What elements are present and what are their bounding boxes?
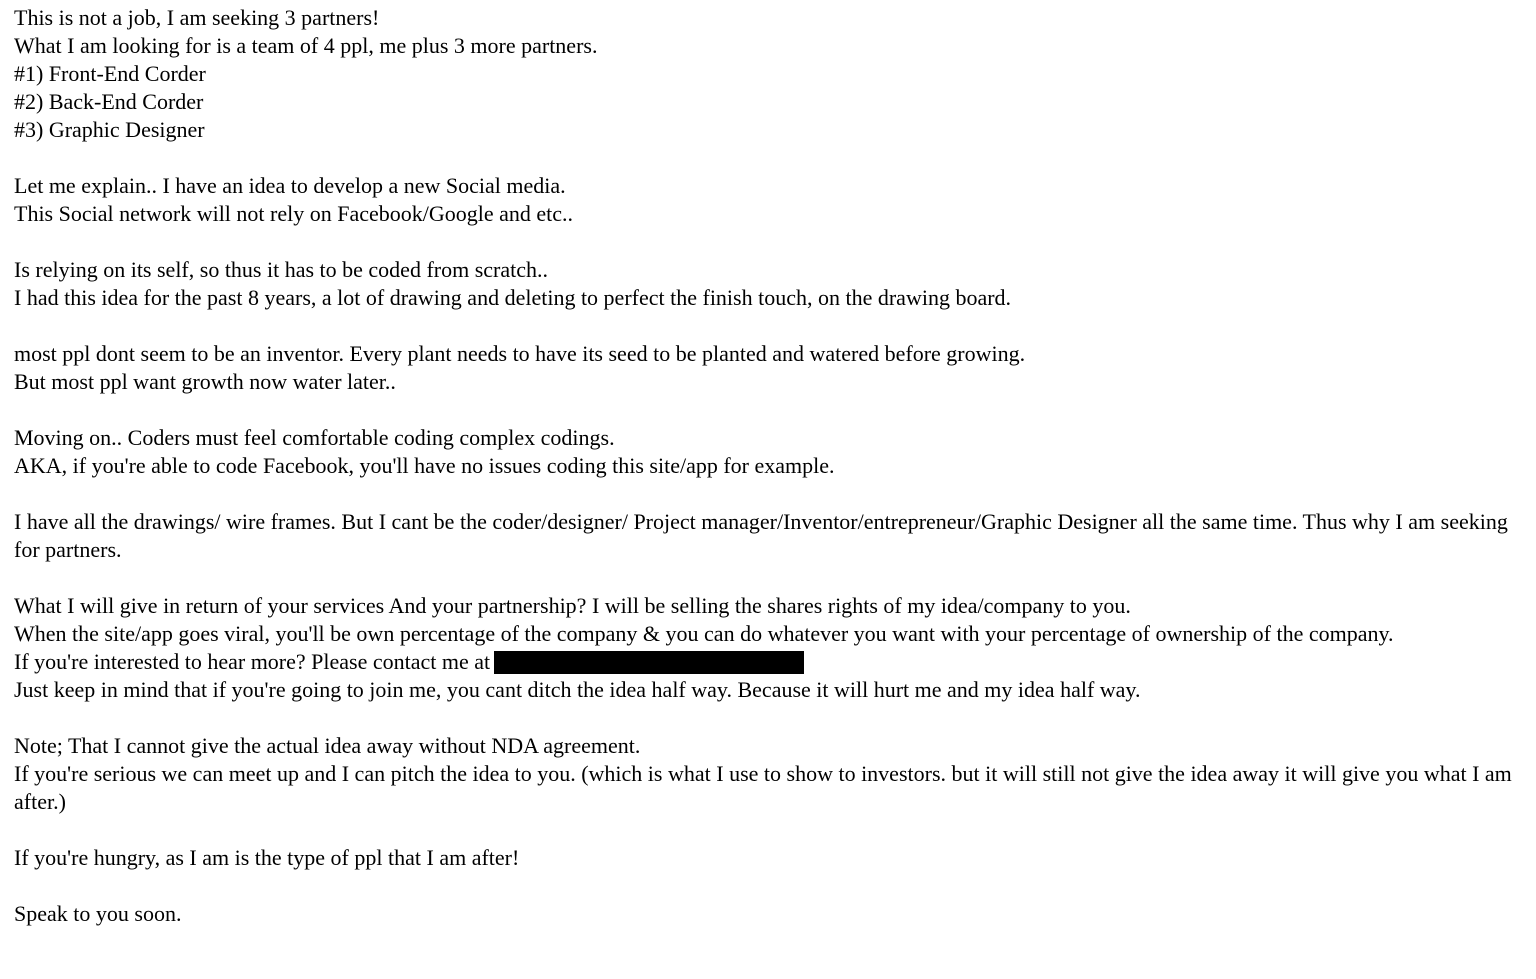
- text-line: What I am looking for is a team of 4 ppl, me plus 3 more partners.: [14, 33, 598, 58]
- text-line: Let me explain.. I have an idea to develop a new Social media.: [14, 173, 566, 198]
- text-line: Note; That I cannot give the actual idea away without NDA agreement.: [14, 733, 641, 758]
- text-line: I have all the drawings/ wire frames. But I cant be the coder/designer/ Project manager/Inventor/entrepreneur/Graphic Designer all the same time. Thus why I am seeking for partners.: [14, 509, 1508, 562]
- paragraph: [14, 256, 1524, 312]
- text-line-prefix: If you're interested to hear more? Please contact me at: [14, 649, 491, 674]
- text-line: Just keep in mind that if you're going to join me, you cant ditch the idea half way. Because it will hurt me and my idea half way.: [14, 677, 1141, 702]
- text-line: #1) Front-End Corder: [14, 61, 206, 86]
- text-line: Speak to you soon.: [14, 901, 182, 926]
- text-line: most ppl dont seem to be an inventor. Every plant needs to have its seed to be planted and watered before growing.: [14, 341, 1026, 366]
- text-line: If you're hungry, as I am is the type of ppl that I am after!: [14, 845, 520, 870]
- text-line: #2) Back-End Corder: [14, 89, 204, 114]
- paragraph: [14, 424, 1524, 480]
- paragraph: [14, 340, 1524, 396]
- text-line: Is relying on its self, so thus it has to be coded from scratch..: [14, 257, 549, 282]
- text-line: This Social network will not rely on Facebook/Google and etc..: [14, 201, 574, 226]
- redaction-bar: [494, 651, 804, 674]
- text-line: What I will give in return of your services And your partnership? I will be selling the shares rights of my idea/company to you.: [14, 593, 1131, 618]
- text-line: When the site/app goes viral, you'll be own percentage of the company & you can do whatever you want with your percentage of ownership of the company.: [14, 621, 1394, 646]
- text-line: I had this idea for the past 8 years, a lot of drawing and deleting to perfect the finish touch, on the drawing board.: [14, 285, 1012, 310]
- paragraph: [14, 592, 1524, 704]
- paragraph: [14, 508, 1524, 564]
- text-line: This is not a job, I am seeking 3 partners!: [14, 5, 380, 30]
- paragraph: [14, 172, 1524, 228]
- text-line: If you're serious we can meet up and I can pitch the idea to you. (which is what I use to show to investors. but it will still not give the idea away it will give you what I am after.): [14, 761, 1512, 814]
- text-line: AKA, if you're able to code Facebook, you'll have no issues coding this site/app for example.: [14, 453, 835, 478]
- text-line: #3) Graphic Designer: [14, 117, 205, 142]
- text-line: But most ppl want growth now water later..: [14, 369, 396, 394]
- paragraph: [14, 900, 1524, 928]
- paragraph: [14, 4, 1524, 144]
- text-line: Moving on.. Coders must feel comfortable coding complex codings.: [14, 425, 615, 450]
- paragraph: [14, 732, 1524, 816]
- paragraph: [14, 844, 1524, 872]
- text-line: [14, 648, 1524, 676]
